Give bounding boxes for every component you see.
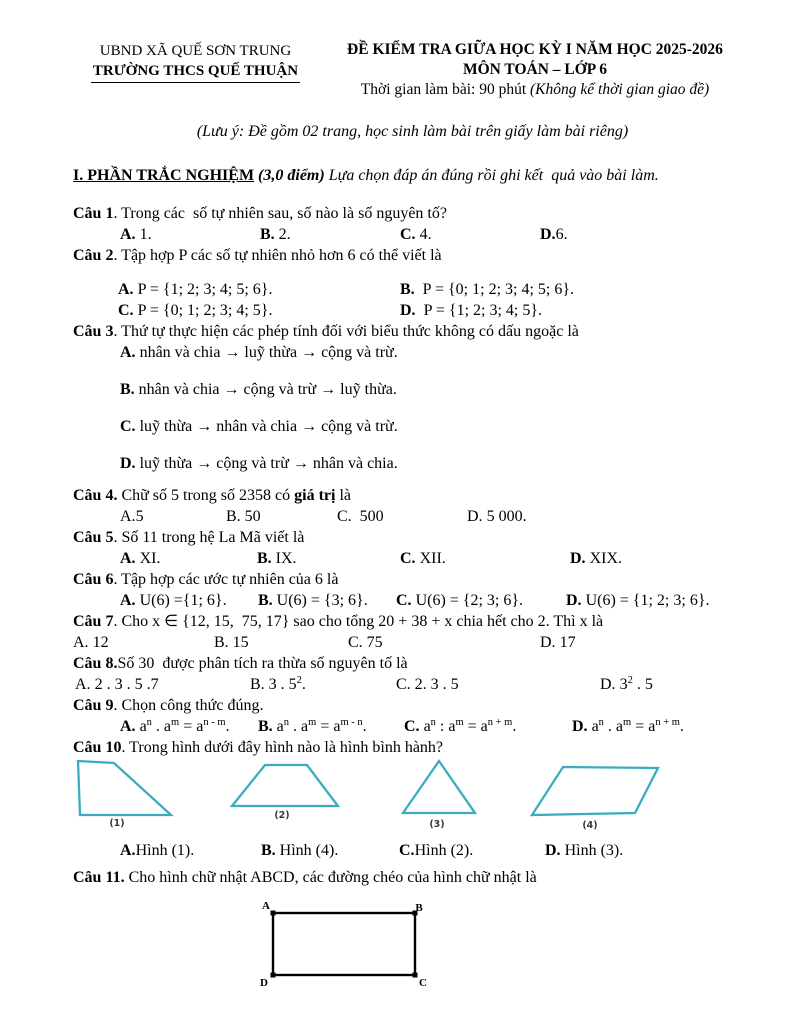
option-letter: A. xyxy=(75,676,91,693)
question-label: Câu 6 xyxy=(73,571,114,588)
option-c: C. 2. 3 . 5 xyxy=(396,676,459,693)
option-letter: D. xyxy=(545,842,561,859)
option-letter: C. xyxy=(348,634,363,651)
options-row xyxy=(73,300,752,321)
shape-triangle xyxy=(403,761,475,813)
question-text: Số 30 được phân tích ra thừa số nguyên tố là xyxy=(117,655,408,672)
organization-line1: UBND XÃ QUẾ SƠN TRUNG xyxy=(99,43,292,59)
option-d: D. 17 xyxy=(540,634,576,651)
exam-duration-line xyxy=(318,80,752,100)
question-3 xyxy=(73,321,752,474)
option-letter: A. xyxy=(120,550,136,567)
option-b: B. 50 xyxy=(226,508,261,525)
option-c: C. 4. xyxy=(400,226,432,243)
option-d: D. XIX. xyxy=(570,550,622,567)
options-row xyxy=(73,674,752,695)
option-letter: C. xyxy=(118,302,134,319)
question-4-title xyxy=(73,485,752,506)
vertex-label-d: D xyxy=(260,977,268,989)
option-a: A. 12 xyxy=(73,634,109,651)
exam-title-line2: MÔN TOÁN – LỚP 6 xyxy=(462,61,608,78)
option-letter: A. xyxy=(118,281,134,298)
shape-label-2: (2) xyxy=(274,810,290,821)
question-label: Câu 5 xyxy=(73,529,114,546)
option-letter: B. xyxy=(120,381,135,398)
options-row xyxy=(73,416,752,437)
question-text: giá trị xyxy=(294,487,336,504)
option-a: A. $a^n$ . $a^m = a^{n - m}$. xyxy=(120,717,230,735)
section-points: (3,0 điểm) xyxy=(254,167,325,184)
option-a: A. XI. xyxy=(120,550,161,567)
option-letter: D. xyxy=(572,718,588,735)
option-letter: B. xyxy=(258,592,273,609)
question-label: Câu 9 xyxy=(73,697,114,714)
question-8 xyxy=(73,653,752,695)
question-text: là xyxy=(335,487,351,504)
option-letter: A. xyxy=(120,226,136,243)
corner-dot-c xyxy=(413,973,418,978)
question-label: Câu 10 xyxy=(73,739,122,756)
option-d: D.6. xyxy=(540,226,568,243)
option-c: C. XII. xyxy=(400,550,446,567)
option-letter: A. xyxy=(120,718,136,735)
option-b: B. IX. xyxy=(257,550,297,567)
option-letter: B. xyxy=(257,550,272,567)
option-letter: C. xyxy=(400,550,416,567)
shape-trapezoid xyxy=(232,765,338,806)
option-d: D. P = {1; 2; 3; 4; 5}. xyxy=(400,302,543,319)
question-11 xyxy=(73,867,752,993)
option-a: A.5 xyxy=(120,508,144,525)
exam-title-line1: ĐỀ KIỂM TRA GIỮA HỌC KỲ I NĂM HỌC 2025-2026 xyxy=(347,41,723,58)
option-letter: B. xyxy=(260,226,275,243)
option-letter: C. xyxy=(404,718,420,735)
question11-rectangle-figure xyxy=(73,896,752,993)
question-label: Câu 1 xyxy=(73,205,114,222)
question-text: Cho hình chữ nhật ABCD, các đường chéo của hình chữ nhật là xyxy=(124,869,537,886)
shape-label-4: (4) xyxy=(582,820,598,831)
options-row xyxy=(73,379,752,400)
option-d: D. luỹ thừa → cộng và trừ → nhân và chia. xyxy=(120,455,398,472)
option-letter: C. xyxy=(396,676,411,693)
header-exam-title xyxy=(318,40,752,100)
options-row xyxy=(73,590,752,611)
option-a: A.Hình (1). xyxy=(120,842,195,859)
option-letter: D. xyxy=(540,634,556,651)
option-c: C. 500 xyxy=(337,508,384,525)
shapes-canvas xyxy=(73,758,752,832)
question-8-title xyxy=(73,653,752,674)
question-label: Câu 11. xyxy=(73,869,125,886)
corner-dot-d xyxy=(271,973,276,978)
options-row xyxy=(73,453,752,474)
document-header xyxy=(73,40,752,100)
option-c: C. 75 xyxy=(348,634,383,651)
question-label: Câu 3 xyxy=(73,323,114,340)
question-label: Câu 4. xyxy=(73,487,118,504)
question-text: . Chọn công thức đúng. xyxy=(113,697,264,714)
duration-note: (Không kể thời gian giao đề) xyxy=(530,81,710,98)
question-text: . Cho x ∈ {12, 15, 75, 17} sao cho tổng 20 + 38 + x chia hết cho 2. Thì x là xyxy=(113,613,604,630)
option-letter: B. xyxy=(258,718,273,735)
organization-line2 xyxy=(73,61,318,83)
option-d: D. 5 000. xyxy=(467,508,527,525)
option-b: B. U(6) = {3; 6}. xyxy=(258,592,368,609)
school-name: TRƯỜNG THCS QUẾ THUẬN xyxy=(91,61,300,83)
option-letter: C. xyxy=(399,842,415,859)
option-letter: A. xyxy=(120,842,136,859)
option-letter: B. xyxy=(226,508,241,525)
option-letter: C. xyxy=(396,592,412,609)
option-d: D. Hình (3). xyxy=(545,842,624,859)
options-row xyxy=(73,840,752,861)
option-a: A. U(6) ={1; 6}. xyxy=(120,592,227,609)
options-row xyxy=(73,716,752,737)
option-letter: A. xyxy=(120,344,136,361)
question-10 xyxy=(73,737,752,861)
question-5 xyxy=(73,527,752,569)
option-b: B. 15 xyxy=(214,634,249,651)
option-letter: D. xyxy=(400,302,416,319)
options-row xyxy=(73,506,752,527)
question-text: . Số 11 trong hệ La Mã viết là xyxy=(113,529,305,546)
option-c: C. luỹ thừa → nhân và chia → cộng và trừ. xyxy=(120,418,398,435)
option-c: C. P = {0; 1; 2; 3; 4; 5}. xyxy=(118,302,273,319)
question-2-title xyxy=(73,245,752,266)
question-7 xyxy=(73,611,752,653)
option-letter: A. xyxy=(73,634,89,651)
question-7-title xyxy=(73,611,752,632)
question-9-title xyxy=(73,695,752,716)
question-6-title xyxy=(73,569,752,590)
option-a: A. P = {1; 2; 3; 4; 5; 6}. xyxy=(118,281,273,298)
options-row xyxy=(73,279,752,300)
option-a: A. 1. xyxy=(120,226,152,243)
option-letter: A. xyxy=(120,508,136,525)
option-b: B. nhân và chia → cộng và trừ → luỹ thừa. xyxy=(120,381,397,398)
options-row xyxy=(73,224,752,245)
vertex-label-a: A xyxy=(262,900,270,912)
section-title: I. PHẦN TRẮC NGHIỆM xyxy=(73,167,255,184)
option-b: B. P = {0; 1; 2; 3; 4; 5; 6}. xyxy=(400,281,575,298)
option-letter: C. xyxy=(400,226,416,243)
option-d: D. $a^n$ . $a^m = a^{n + m}$. xyxy=(572,717,684,735)
option-letter: D. xyxy=(120,455,136,472)
option-letter: A. xyxy=(120,592,136,609)
options-row xyxy=(73,342,752,363)
shape-parallelogram xyxy=(532,767,658,815)
duration-text: Thời gian làm bài: 90 phút xyxy=(360,81,530,98)
option-letter: D. xyxy=(570,550,586,567)
question-3-title xyxy=(73,321,752,342)
option-letter: C. xyxy=(120,418,136,435)
question-2 xyxy=(73,245,752,321)
option-c: C.Hình (2). xyxy=(399,842,474,859)
corner-dot-a xyxy=(271,911,276,916)
option-b: B. $a^n$ . $a^m = a^{m - n}$. xyxy=(258,717,367,735)
options-row xyxy=(73,548,752,569)
section-heading xyxy=(73,165,752,186)
shape-right-trapezoid xyxy=(78,761,171,815)
question-text: Chữ số 5 trong số 2358 có xyxy=(117,487,295,504)
option-letter: D. xyxy=(467,508,483,525)
rectangle-abcd xyxy=(273,913,415,975)
question-text: . Thứ tự thực hiện các phép tính đối với biểu thức không có dấu ngoặc là xyxy=(113,323,579,340)
option-d: D. U(6) = {1; 2; 3; 6}. xyxy=(566,592,710,609)
vertex-label-c: C xyxy=(419,977,427,989)
option-letter: B. xyxy=(250,676,265,693)
question-11-title xyxy=(73,867,752,888)
option-letter: B. xyxy=(261,842,276,859)
shape-label-3: (3) xyxy=(429,819,445,830)
option-c: C. $a^n$ : $a^m = a^{n + m}$. xyxy=(404,717,517,735)
option-b: B. Hình (4). xyxy=(261,842,339,859)
header-organization xyxy=(73,40,318,100)
shape-label-1: (1) xyxy=(109,818,125,829)
section-instruction: Lựa chọn đáp án đúng rồi ghi kết quả vào bài làm. xyxy=(324,167,659,184)
question-4 xyxy=(73,485,752,527)
question-text: . Tập hợp P các số tự nhiên nhỏ hơn 6 có thể viết là xyxy=(113,247,442,264)
question10-shapes-figure xyxy=(73,758,752,832)
exam-notice: (Lưu ý: Đề gồm 02 trang, học sinh làm bài trên giấy làm bài riêng) xyxy=(196,123,629,140)
question-label: Câu 7 xyxy=(73,613,114,630)
rectangle-canvas xyxy=(73,896,752,993)
option-b: B. 2. xyxy=(260,226,291,243)
question-5-title xyxy=(73,527,752,548)
option-a: A. nhân và chia → luỹ thừa → cộng và trừ. xyxy=(120,344,398,361)
questions-list xyxy=(73,203,752,993)
question-1-title xyxy=(73,203,752,224)
option-letter: C. xyxy=(337,508,352,525)
question-text: . Trong hình dưới đây hình nào là hình bình hành? xyxy=(121,739,444,756)
option-letter: D. xyxy=(540,226,556,243)
vertex-label-b: B xyxy=(415,902,423,914)
question-text: . Trong các số tự nhiên sau, số nào là số nguyên tố? xyxy=(113,205,447,222)
question-text: . Tập hợp các ước tự nhiên của 6 là xyxy=(113,571,339,588)
question-9 xyxy=(73,695,752,737)
question-label: Câu 2 xyxy=(73,247,114,264)
options-row xyxy=(73,632,752,653)
option-d: D. $3^2$ . 5 xyxy=(600,675,653,693)
question-10-title xyxy=(73,737,752,758)
question-6 xyxy=(73,569,752,611)
option-letter: B. xyxy=(214,634,229,651)
option-a: A. 2 . 3 . 5 .7 xyxy=(75,676,159,693)
option-letter: D. xyxy=(600,676,616,693)
option-c: C. U(6) = {2; 3; 6}. xyxy=(396,592,524,609)
question-label: Câu 8. xyxy=(73,655,118,672)
option-letter: D. xyxy=(566,592,582,609)
option-b: B. 3 . $5^2$. xyxy=(250,675,306,693)
question-1 xyxy=(73,203,752,245)
option-letter: B. xyxy=(400,281,415,298)
